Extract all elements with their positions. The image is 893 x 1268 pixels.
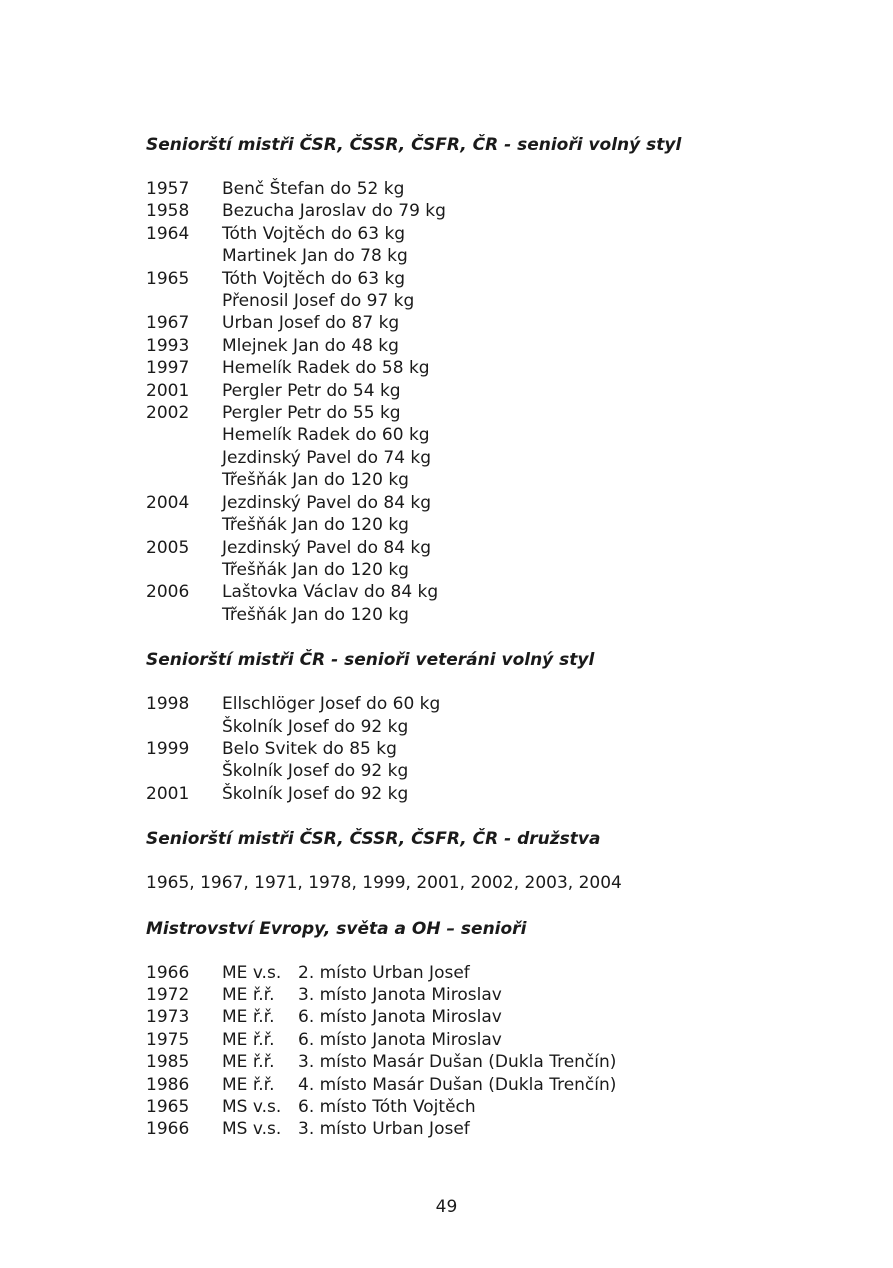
result-row [146,1118,846,1140]
row-year [146,514,222,536]
row-entry: Tóth Vojtěch do 63 kg [222,268,406,289]
row-year [146,760,222,782]
row-competition-code: ME ř.ř. [222,1029,275,1050]
section-free-style [146,133,846,626]
row-year [146,290,222,312]
result-row [146,268,846,290]
result-row [146,716,846,738]
row-competition-code: ME ř.ř. [222,1052,275,1073]
results-list [146,178,846,626]
row-year: 1973 [146,1007,190,1028]
row-competition-code: ME v.s. [222,962,282,983]
row-year: 2002 [146,403,190,424]
result-row [146,559,846,581]
row-year [146,245,222,267]
row-competition-code: MS v.s. [222,1097,282,1117]
row-entry: Mlejnek Jan do 48 kg [222,335,399,356]
row-year: 1965 [146,268,190,289]
row-entry: Třešňák Jan do 120 kg [222,515,409,536]
row-competition-code: ME ř.ř. [222,984,275,1005]
result-row [146,984,846,1006]
row-year [146,424,222,446]
results-list [146,962,846,1141]
row-entry: 4. místo Masár Dušan (Dukla Trenčín) [298,1074,617,1095]
result-row [146,693,846,715]
result-row [146,962,846,984]
row-year: 1965 [146,1097,190,1117]
result-row [146,1029,846,1051]
result-row [146,424,846,446]
row-entry: Martinek Jan do 78 kg [222,246,408,267]
result-row [146,402,846,424]
row-year: 1967 [146,313,190,334]
result-row [146,447,846,469]
row-year: 1999 [146,738,190,759]
row-year: 1998 [146,694,190,715]
row-year [146,469,222,491]
row-entry: Laštovka Václav do 84 kg [222,582,439,603]
page-content [146,133,846,1163]
result-row [146,290,846,312]
section-heading: Mistrovství Evropy, světa a OH – senioři [146,918,527,939]
result-row [146,537,846,559]
result-row [146,738,846,760]
row-entry: 6. místo Janota Miroslav [298,1029,502,1050]
result-row [146,245,846,267]
row-entry: Školník Josef do 92 kg [222,716,409,737]
result-row [146,335,846,357]
page-number: 49 [435,1197,458,1217]
row-entry: Urban Josef do 87 kg [222,313,400,334]
row-entry: Jezdinský Pavel do 84 kg [222,537,432,558]
row-year: 2006 [146,582,190,603]
row-entry: Tóth Vojtěch do 63 kg [222,223,406,244]
result-row [146,357,846,379]
row-year: 2001 [146,783,190,804]
result-row [146,604,846,626]
row-year: 1986 [146,1074,190,1095]
row-entry: Pergler Petr do 54 kg [222,380,401,401]
result-row [146,469,846,491]
row-year: 2004 [146,492,190,513]
result-row [146,312,846,334]
row-entry: Pergler Petr do 55 kg [222,403,401,424]
team-years-line: 1965, 1967, 1971, 1978, 1999, 2001, 2002, 2003, 2004 [146,873,622,894]
row-year [146,604,222,626]
result-row [146,1074,846,1096]
row-entry: Hemelík Radek do 60 kg [222,425,430,446]
row-entry: 3. místo Masár Dušan (Dukla Trenčín) [298,1052,617,1073]
result-row [146,760,846,782]
row-entry: Ellschlöger Josef do 60 kg [222,694,441,715]
row-year: 1964 [146,223,190,244]
result-row [146,581,846,603]
row-entry: 6. místo Janota Miroslav [298,1007,502,1028]
result-row [146,1096,846,1118]
row-entry: 3. místo Urban Josef [298,1119,470,1140]
row-entry: Jezdinský Pavel do 84 kg [222,492,432,513]
row-competition-code: MS v.s. [222,1119,282,1140]
section-teams [146,827,846,894]
row-year: 1985 [146,1052,190,1073]
row-year: 1972 [146,984,190,1005]
row-year: 1957 [146,179,190,199]
row-entry: 2. místo Urban Josef [298,962,470,983]
row-entry: Třešňák Jan do 120 kg [222,470,409,491]
row-entry: Školník Josef do 92 kg [222,761,409,782]
row-year: 1975 [146,1029,190,1050]
section-international [146,917,846,1141]
row-year: 2001 [146,380,190,401]
result-row [146,514,846,536]
row-entry: 3. místo Janota Miroslav [298,984,502,1005]
row-entry: 6. místo Tóth Vojtěch [298,1097,476,1117]
row-entry: Třešňák Jan do 120 kg [222,604,409,625]
row-entry: Školník Josef do 92 kg [222,783,409,804]
row-year: 1993 [146,335,190,356]
section-heading: Seniorští mistři ČSR, ČSSR, ČSFR, ČR - senioři volný styl [146,135,682,155]
row-year [146,447,222,469]
row-year: 1966 [146,962,190,983]
result-row [146,380,846,402]
row-entry: Belo Svitek do 85 kg [222,738,397,759]
results-list [146,693,846,805]
row-year [146,716,222,738]
row-entry: Bezucha Jaroslav do 79 kg [222,201,446,222]
result-row [146,200,846,222]
section-heading: Seniorští mistři ČSR, ČSSR, ČSFR, ČR - družstva [146,829,601,850]
row-entry: Přenosil Josef do 97 kg [222,291,415,312]
result-row [146,223,846,245]
row-entry: Benč Štefan do 52 kg [222,179,405,199]
section-veterans [146,648,846,805]
row-entry: Jezdinský Pavel do 74 kg [222,447,432,468]
row-entry: Třešňák Jan do 120 kg [222,559,409,580]
result-row [146,1006,846,1028]
result-row [146,492,846,514]
row-competition-code: ME ř.ř. [222,1007,275,1028]
result-row [146,178,846,200]
row-year: 1966 [146,1119,190,1140]
row-year [146,559,222,581]
section-heading: Seniorští mistři ČR - senioři veteráni volný styl [146,650,595,671]
result-row [146,1051,846,1073]
result-row [146,783,846,805]
row-competition-code: ME ř.ř. [222,1074,275,1095]
row-year: 1997 [146,358,190,379]
row-entry: Hemelík Radek do 58 kg [222,358,430,379]
row-year: 2005 [146,537,190,558]
row-year: 1958 [146,201,190,222]
